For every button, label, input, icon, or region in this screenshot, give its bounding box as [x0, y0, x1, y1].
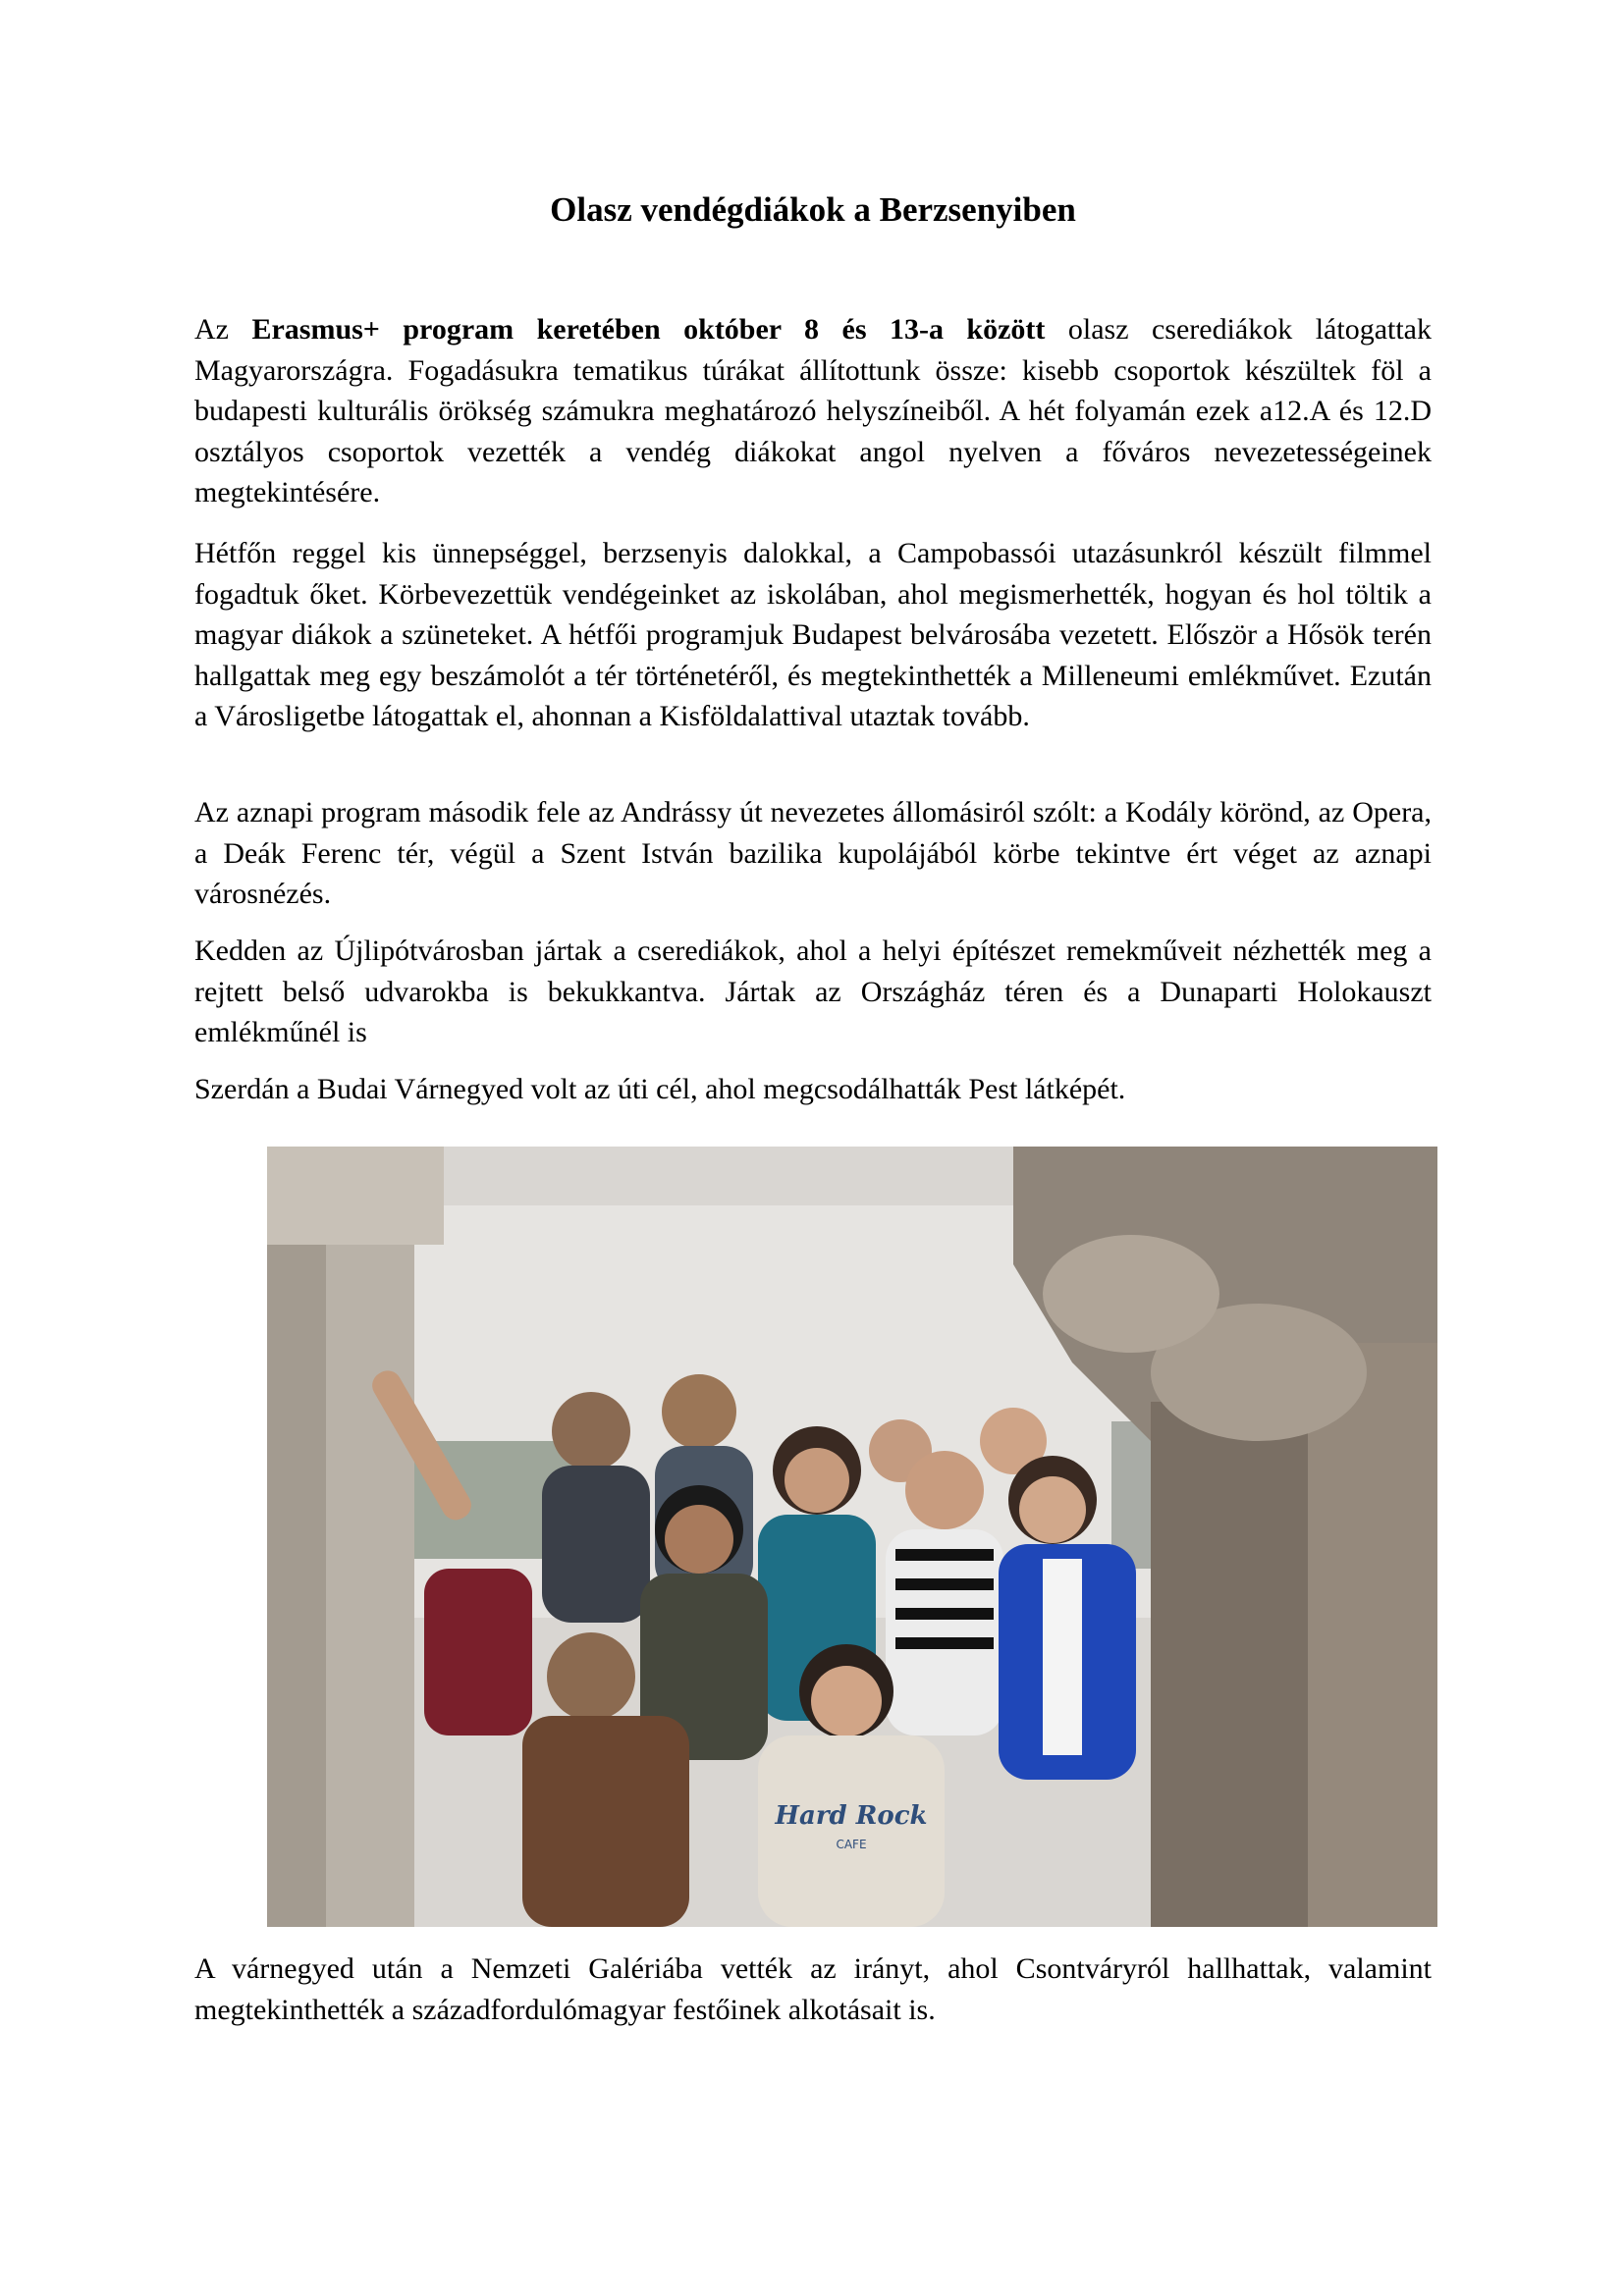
paragraph-wednesday: Szerdán a Budai Várnegyed volt az úti cél, ahol megcsodálhatták Pest látképét.: [194, 1073, 1126, 1105]
paragraph-intro-suffix: olasz cserediákok látogattak Magyarországra. Fogadásukra tematikus túrákat állítottunk össze: kisebb csoportok készültek föl a budapesti kulturális örökség számukra meghatározó helyszíneiből. A hét folyamán ezek a12.A és 12.D osztályos csoportok vezették a vendég diákokat angol nyelven a főváros nevezetességeinek megtekintésére.: [194, 313, 1432, 508]
page-title: Olasz vendégdiákok a Berzsenyiben: [550, 190, 1076, 229]
paragraph-andrassy: Az aznapi program második fele az Andrássy út nevezetes állomásiról szólt: a Kodály körönd, az Opera, a Deák Ferenc tér, végül a Szent István bazilika kupolájából körbe tekintve ért véget az aznapi városnézés.: [194, 796, 1432, 910]
group-photo: [267, 1147, 1437, 1927]
group-photo-illustration: [267, 1147, 1437, 1927]
paragraph-gallery: A várnegyed után a Nemzeti Galériába vették az irányt, ahol Csontváryról hallhattak, valamint megtekinthették a századfordulómagyar festőinek alkotásait is.: [194, 1952, 1432, 2026]
hoodie-logo-subtext: CAFE: [836, 1838, 867, 1851]
hoodie-logo-text: Hard Rock: [775, 1801, 928, 1831]
paragraph-intro: [194, 309, 1432, 513]
paragraph-tuesday: Kedden az Újlipótvárosban jártak a cserediákok, ahol a helyi építészet remekműveit nézhették meg a rejtett belső udvarokba is bekukkantva. Jártak az Országház téren és a Dunaparti Holokauszt emlékműnél is: [194, 934, 1432, 1048]
paragraph-intro-prefix: Az: [194, 313, 252, 346]
paragraph-monday: Hétfőn reggel kis ünnepséggel, berzsenyis dalokkal, a Campobassói utazásunkról készült filmmel fogadtuk őket. Körbevezettük vendégeinket az iskolában, ahol megismerhették, hogyan és hol töltik a magyar diákok a szüneteket. A hétfői programjuk Budapest belvárosába vezetett. Először a Hősök terén hallgattak meg egy beszámolót a tér történetéről, és megtekinthették a Milleneumi emlékművet. Ezután a Városligetbe látogattak el, ahonnan a Kisföldalattival utaztak tovább.: [194, 537, 1432, 732]
paragraph-intro-bold: Erasmus+ program keretében október 8 és 13-a között: [251, 313, 1046, 346]
